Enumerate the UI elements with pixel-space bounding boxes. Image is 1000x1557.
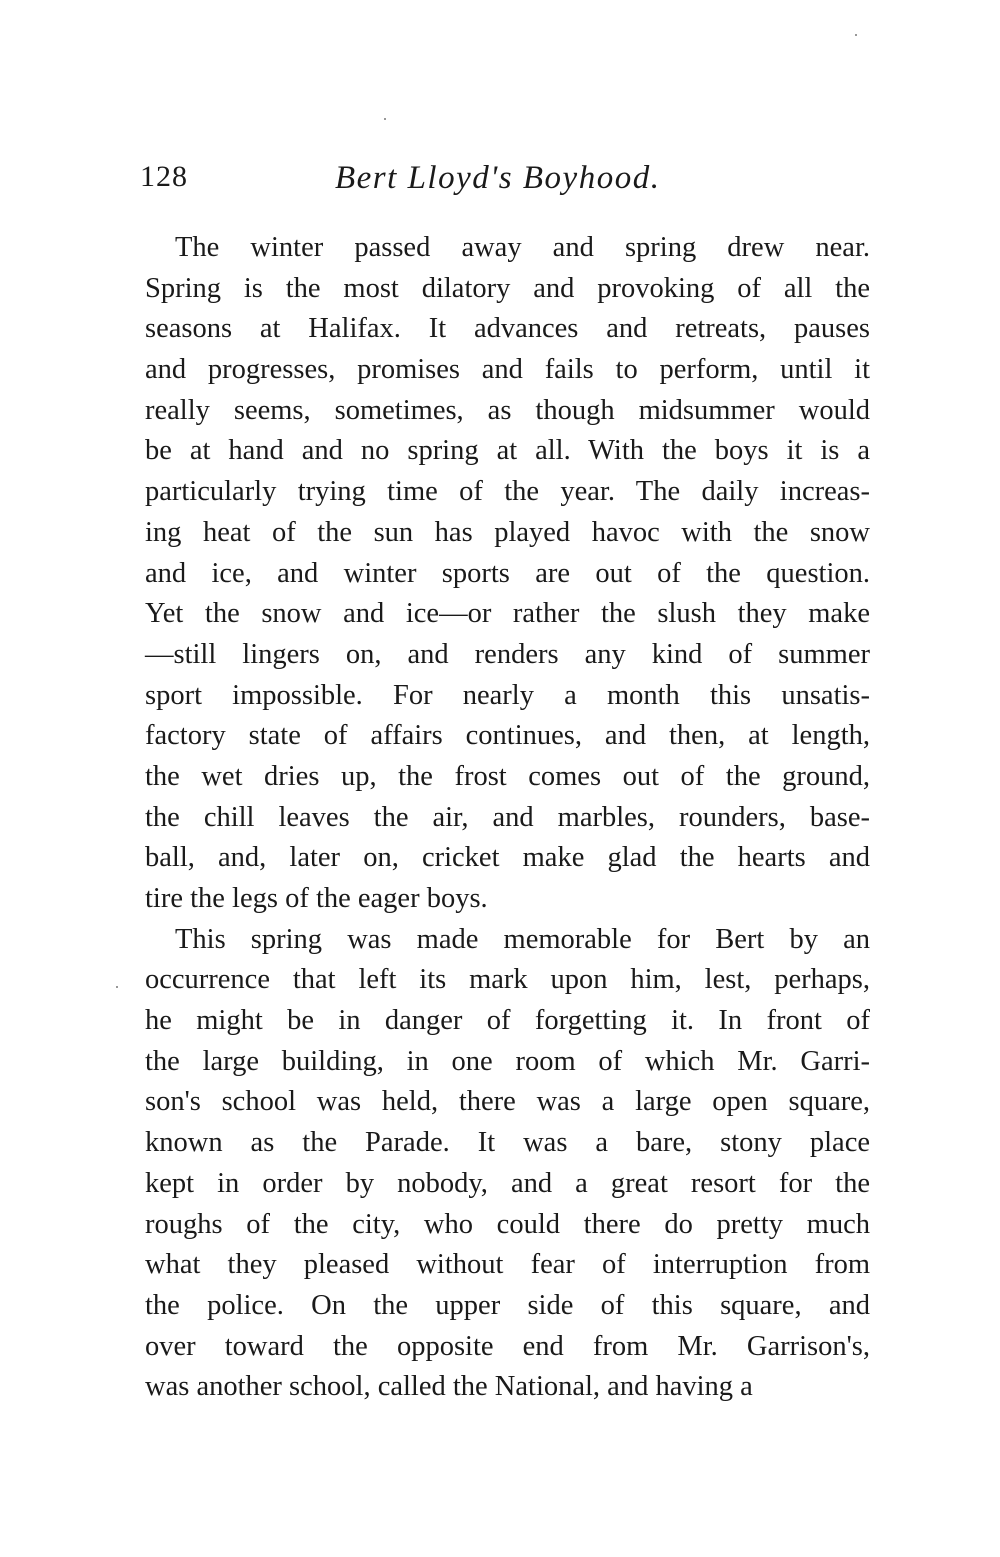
paragraph bbox=[145, 228, 870, 920]
text-line: was another school, called the National, and having a bbox=[145, 1371, 753, 1403]
text-line: factory state of affairs continues, and then, at length, bbox=[145, 720, 870, 752]
text-line: Yet the snow and ice—or rather the slush they make bbox=[145, 598, 870, 630]
text-line: be at hand and no spring at all. With the boys it is a bbox=[145, 435, 870, 467]
text-line: particularly trying time of the year. The daily increas- bbox=[145, 476, 870, 508]
text-line: sport impossible. For nearly a month this unsatis- bbox=[145, 679, 870, 711]
text-line: occurrence that left its mark upon him, lest, perhaps, bbox=[145, 964, 870, 996]
running-title: Bert Lloyd's Boyhood. bbox=[335, 160, 661, 196]
text-line: This spring was made memorable for Bert by an bbox=[175, 923, 870, 955]
text-line: tire the legs of the eager boys. bbox=[145, 883, 488, 914]
paragraph bbox=[145, 920, 870, 1408]
text-line: known as the Parade. It was a bare, stony place bbox=[145, 1127, 870, 1159]
text-line: ball, and, later on, cricket make glad the hearts and bbox=[145, 842, 870, 874]
text-line: Spring is the most dilatory and provoking of all the bbox=[145, 272, 870, 304]
text-line: he might be in danger of forgetting it. In front of bbox=[145, 1005, 870, 1037]
text-line: over toward the opposite end from Mr. Garrison's, bbox=[145, 1330, 870, 1362]
text-line: seasons at Halifax. It advances and retreats, pauses bbox=[145, 313, 870, 345]
text-line: the wet dries up, the frost comes out of the ground, bbox=[145, 760, 870, 792]
text-line: ing heat of the sun has played havoc with the snow bbox=[145, 516, 870, 548]
text-line: son's school was held, there was a large open square, bbox=[145, 1086, 870, 1118]
page-number: 128 bbox=[140, 160, 188, 193]
text-line: kept in order by nobody, and a great resort for the bbox=[145, 1167, 870, 1199]
text-line: really seems, sometimes, as though midsummer would bbox=[145, 394, 870, 426]
scan-speck bbox=[116, 986, 118, 988]
text-line: —still lingers on, and renders any kind of summer bbox=[145, 638, 870, 670]
text-line: roughs of the city, who could there do pretty much bbox=[145, 1208, 870, 1240]
text-line: The winter passed away and spring drew near. bbox=[175, 232, 870, 263]
body-text bbox=[145, 228, 870, 1408]
text-line: the chill leaves the air, and marbles, rounders, base- bbox=[145, 801, 870, 833]
scan-speck bbox=[855, 34, 857, 36]
running-header bbox=[140, 160, 880, 210]
scan-speck bbox=[384, 118, 386, 120]
text-line: the police. On the upper side of this square, and bbox=[145, 1289, 870, 1321]
text-line: and ice, and winter sports are out of the question. bbox=[145, 557, 870, 589]
text-line: the large building, in one room of which Mr. Garri- bbox=[145, 1045, 870, 1077]
text-line: what they pleased without fear of interruption from bbox=[145, 1249, 870, 1281]
text-line: and progresses, promises and fails to perform, until it bbox=[145, 354, 870, 386]
